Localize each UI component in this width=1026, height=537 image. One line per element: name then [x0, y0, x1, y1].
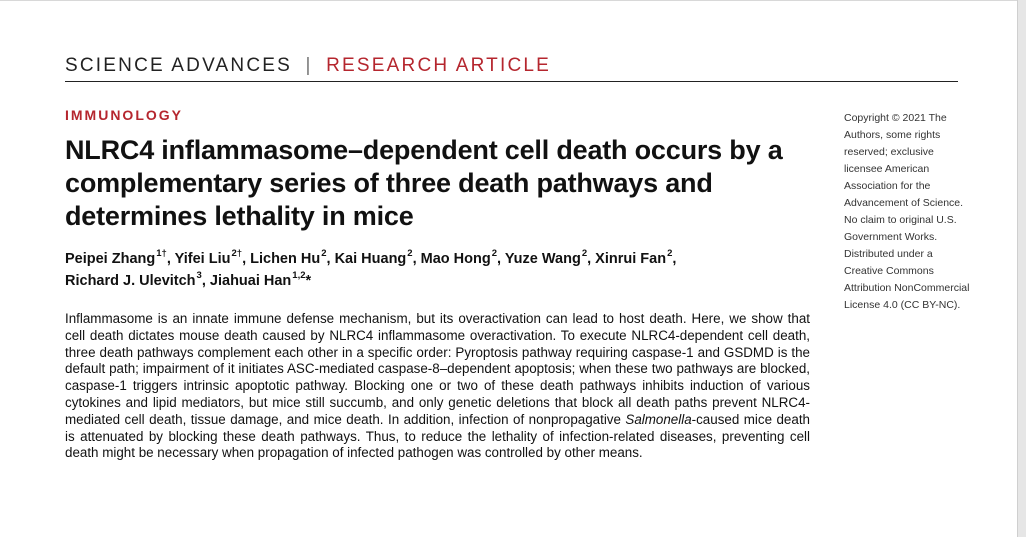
masthead-separator: | [305, 55, 313, 76]
author-affiliation: 1† [156, 248, 167, 260]
copyright-notice: Copyright © 2021 The Authors, some rights reserved; exclusive licensee American Association for the Advancement of Science. No claim to original U.S. Government Works. Distributed under a Creative Commons Attribution NonCommercial License 4.0 (CC BY-NC). [844, 112, 970, 311]
author: Kai Huang$^2$, [334, 248, 421, 267]
abstract: Inflammasome is an innate immune defense mechanism, but its overactivation can lead to host death. Here, we show that cell death dictates mouse death caused by NLRC4 inflammasome overactivation. To execute NLRC4-dependent cell death, three death pathways complement each other in a specific order: Pyroptosis pathway requiring caspase-1 and GSDMD is the default path; impairment of it initiates ASC-mediated caspase-8–dependent apoptosis; when these two pathways are blocked, caspase-1 triggers intrinsic apoptotic pathway. Blocking one or two of these death pathways inhibits induction of various cytokines and lipid mediators, but mice still succumb, and only genetic deletions that block all death paths prevent NLRC4-mediated cell death, tissue damage, and mice death. In addition, infection of nonpropagative Salmonella-caused mice death is attenuated by blocking these death pathways. Thus, to reduce the lethality of infection-related diseases, preventing cell death might be necessary when propagation of infected pathogen was controlled by other means. [65, 311, 810, 461]
author-affiliation: 2† [231, 248, 243, 260]
author: Peipei Zhang$^{1\dagger}$, [65, 248, 175, 267]
author-affiliation: 1,2 [292, 270, 306, 282]
article-type: RESEARCH ARTICLE [326, 55, 552, 76]
author-affiliation: 2 [321, 248, 327, 260]
author-affiliation: 2 [491, 248, 498, 260]
author: Mao Hong$^2$, [420, 248, 505, 267]
species-name: Salmonella [625, 411, 692, 427]
author: Jiahuai Han$^{1,2}$* [209, 270, 312, 289]
journal-name: SCIENCE ADVANCES [65, 55, 293, 76]
journal-masthead [65, 55, 551, 77]
author: Lichen Hu$^2$, [250, 248, 335, 267]
author-list [65, 248, 815, 292]
author-affiliation: 2 [407, 248, 413, 260]
section-label: IMMUNOLOGY [65, 107, 183, 123]
author: Yifei Liu$^{2\dagger}$, [174, 248, 251, 267]
author: Yuze Wang$^2$, [504, 248, 596, 267]
masthead-rule [65, 81, 958, 82]
page-right-edge [1017, 0, 1026, 537]
author-affiliation: 2 [667, 248, 673, 260]
article-title: NLRC4 inflammasome–dependent cell death occurs by a complementary series of three death pathways and determines lethality in mice [65, 135, 783, 231]
author-affiliation: 3 [196, 270, 202, 282]
page-top-edge [0, 0, 1018, 1]
author: Richard J. Ulevitch$^3$, [65, 270, 210, 289]
author: Xinrui Fan$^2$, [595, 248, 677, 267]
author-affiliation: 2 [581, 248, 588, 260]
